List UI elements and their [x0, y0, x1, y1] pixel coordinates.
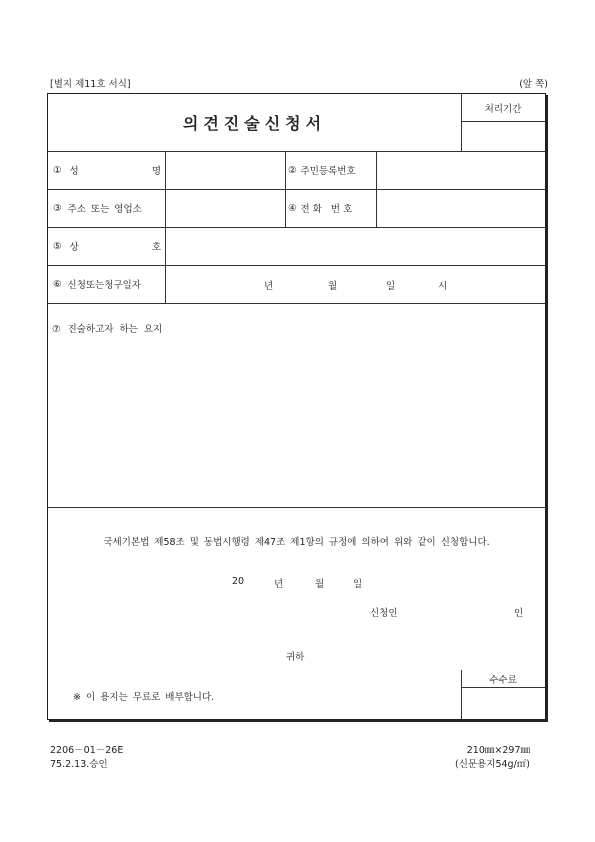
- request-date-field[interactable]: [166, 266, 545, 303]
- declaration-text: 국세기본법 제58조 및 동법시행령 제47조 제1항의 규정에 의하여 위와 같이 신청합니다.: [103, 537, 490, 548]
- paper-type: (신문용지54g/㎡): [455, 759, 530, 770]
- year-unit: 년: [264, 280, 274, 292]
- addressee-field[interactable]: [188, 644, 280, 666]
- request-date-label: ⑥ 신청또는청구일자: [53, 278, 141, 291]
- sign-date: 20 년 월 일: [232, 576, 363, 590]
- fee-field[interactable]: [462, 688, 545, 718]
- phone-label: ④ 전화 번호: [288, 202, 356, 215]
- form-title: 의견진술신청서: [182, 113, 327, 133]
- form-number-label: [별지 제11호 서식]: [50, 79, 131, 90]
- seal-label: 인: [514, 608, 524, 619]
- statement-field[interactable]: [48, 340, 545, 506]
- resident-number-field[interactable]: [377, 152, 545, 189]
- phone-field[interactable]: [377, 190, 545, 227]
- address-field[interactable]: [166, 190, 285, 227]
- addressee-label: 귀하: [286, 652, 305, 663]
- page-side-label: (앞 쪽): [519, 79, 548, 90]
- free-notice: ※ 이 용지는 무료로 배부합니다.: [73, 692, 215, 703]
- month-unit: 월: [328, 280, 338, 292]
- hour-unit: 시: [438, 280, 448, 292]
- fee-label: 수수료: [489, 674, 517, 686]
- name-label: ① 성 명: [53, 164, 161, 177]
- applicant-label: 신청인: [370, 608, 398, 619]
- name-field[interactable]: [166, 152, 285, 189]
- paper-size: 210㎜×297㎜: [466, 745, 530, 756]
- applicant-name-field[interactable]: [408, 599, 508, 621]
- address-label: ③ 주소 또는 영업소: [53, 202, 142, 215]
- trade-name-field[interactable]: [166, 228, 545, 265]
- trade-name-label: ⑤ 상 호: [53, 240, 161, 253]
- form-code: 2206－01－26E: [50, 745, 124, 756]
- day-unit: 일: [386, 280, 396, 292]
- processing-period-field[interactable]: [462, 122, 545, 151]
- approval-date: 75.2.13.승인: [50, 759, 108, 770]
- statement-label: ⑦ 진술하고자 하는 요지: [52, 324, 163, 335]
- processing-period-label: 처리기간: [484, 103, 522, 115]
- application-form: [47, 93, 546, 720]
- resident-number-label: ② 주민등록번호: [288, 164, 356, 177]
